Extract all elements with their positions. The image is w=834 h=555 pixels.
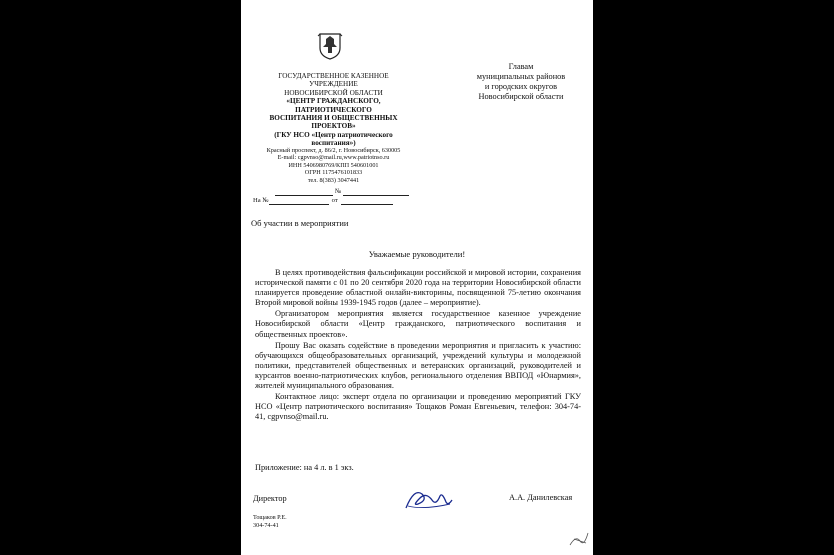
addressee-line: Новосибирской области bbox=[478, 92, 564, 101]
blank-line bbox=[275, 188, 333, 196]
executor-block bbox=[253, 514, 287, 529]
addressee-line: муниципальных районов bbox=[476, 72, 566, 81]
org-line: ВОСПИТАНИЯ И ОБЩЕСТВЕННЫХ bbox=[269, 114, 398, 123]
blank-line bbox=[341, 197, 393, 205]
inn-text: ИНН 5406980769/КПП 540601001 bbox=[288, 161, 379, 169]
blank-line bbox=[269, 197, 329, 205]
email-text: E-mail: cgpvnso@mail.ru,www.patriotnso.ru bbox=[277, 154, 390, 162]
outgoing-number-block bbox=[253, 187, 413, 205]
body-paragraph: Контактное лицо: эксперт отдела по организации и проведению мероприятий ГКУ НСО «Центр патриотического воспитания» Тощаков Роман Евгеньевич, телефон: 304-74-41, cgpvnso@mail.ru. bbox=[255, 392, 581, 422]
coat-of-arms-icon bbox=[317, 30, 343, 60]
ogrn-text: ОГРН 1175476101833 bbox=[304, 169, 363, 177]
margin-scribble bbox=[568, 525, 592, 549]
letter-page bbox=[241, 0, 593, 555]
organization-header bbox=[251, 72, 416, 148]
executor-phone: 304-74-41 bbox=[253, 521, 279, 529]
org-line: «ЦЕНТР ГРАЖДАНСКОГО, bbox=[286, 97, 381, 106]
signer-position: Директор bbox=[253, 494, 287, 503]
attachment-note: Приложение: на 4 л. в 1 экз. bbox=[255, 463, 354, 472]
body-paragraph: Организатором мероприятия является государственное казенное учреждение Новосибирской области «Центр гражданского, патриотического воспитания и общественных проектов». bbox=[255, 309, 581, 339]
executor-name: Тощаков Р.Е. bbox=[253, 514, 287, 521]
org-line: ГОСУДАРСТВЕННОЕ КАЗЕННОЕ bbox=[278, 72, 389, 80]
org-line: УЧРЕЖДЕНИЕ bbox=[309, 80, 358, 89]
letter-subject: Об участии в мероприятии bbox=[251, 218, 349, 228]
org-line: НОВОСИБИРСКОЙ ОБЛАСТИ bbox=[284, 88, 383, 97]
phone-text: тел. 8(383) 3047441 bbox=[307, 176, 360, 184]
address-text: Красный проспект, д. 86/2, г. Новосибирск, 630005 bbox=[266, 147, 401, 154]
reference-prefix: На № bbox=[253, 197, 269, 204]
org-line: ПАТРИОТИЧЕСКОГО bbox=[295, 105, 372, 114]
handwritten-signature bbox=[404, 484, 454, 514]
body-paragraph: В целях противодействия фальсификации российской и мировой истории, сохранения исторической памяти с 01 по 20 сентября 2020 года на территории Новосибирской области планируется проведение областной онлайн-викторины, посвященной 75-летию окончания Второй мировой войны 1939-1945 годов (далее – мероприятие). bbox=[255, 268, 581, 308]
blank-line bbox=[343, 188, 409, 196]
greeting: Уважаемые руководители! bbox=[368, 249, 466, 259]
reference-row bbox=[253, 196, 413, 205]
addressee-line: Главам bbox=[508, 62, 534, 71]
org-line: (ГКУ НСО «Центр патриотического bbox=[274, 130, 393, 139]
addressee-line: и городских округов bbox=[484, 82, 558, 91]
org-line: воспитания») bbox=[311, 139, 356, 148]
number-row bbox=[253, 187, 413, 196]
body-paragraph: Прошу Вас оказать содействие в проведении мероприятия и пригласить к участию: обучающихся общеобразовательных организаций, учреждений культуры и молодежной политики, представителей общественных и ветеранских организаций, руководителей и курсантов военно-патриотических клубов, регионального отделения ВВПОД «Юнармия», жителей муниципального образования. bbox=[255, 340, 581, 391]
signer-name: А.А. Данилевская bbox=[509, 493, 573, 502]
organization-requisites bbox=[251, 147, 416, 184]
org-line: ПРОЕКТОВ» bbox=[311, 122, 356, 131]
letter-body bbox=[255, 268, 581, 423]
addressee-block bbox=[466, 62, 576, 102]
from-label: от bbox=[331, 197, 338, 204]
number-sign: № bbox=[335, 188, 342, 195]
